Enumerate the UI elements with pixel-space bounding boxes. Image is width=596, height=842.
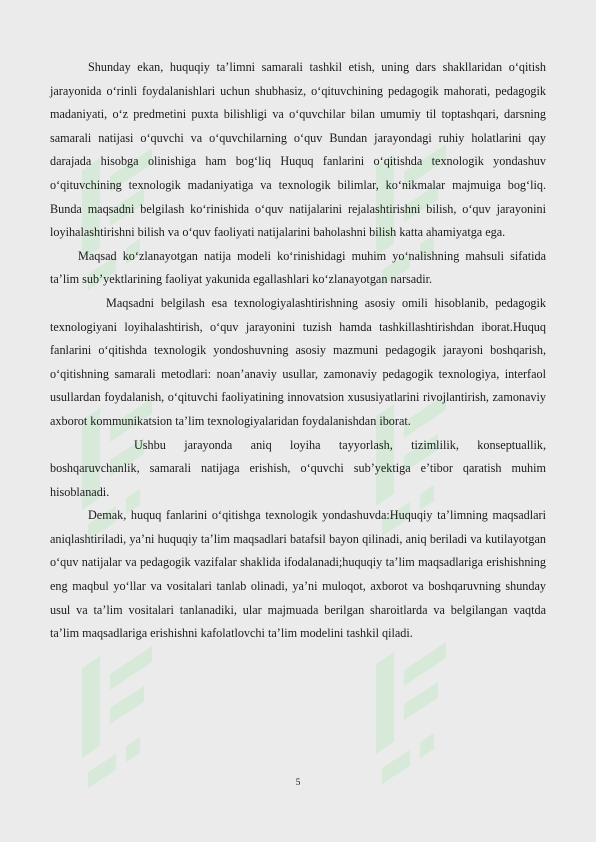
paragraph: Ushbu jarayonda aniq loyiha tayyorlash, tizimlilik, konseptuallik, boshqaruvchanlik, samarali natijaga erishish, o‘quvchi sub’yektiga e’tibor qaratish muhim hisoblanadi. <box>50 437 546 499</box>
paragraph: Maqsad ko‘zlanayotgan natija modeli ko‘rinishidagi muhim yo‘nalishning mahsuli sifatida ta’lim sub’yektlarining faoliyat yakunida egallashlari ko‘zlanayotgan narsadir. <box>50 248 546 287</box>
paragraph: Demak, huquq fanlarini o‘qitishga texnologik yondashuvda:Huquqiy ta’limning maqsadlari aniqlashtiriladi, ya’ni huquqiy ta’lim maqsadlari batafsil bayon qilinadi, aniq beriladi va kutilayotgan o‘quv natijalar va pedagogik vazifalar shaklida ifodalanadi;huquqiy ta’lim maqsadlariga erishishning eng maqbul yo‘llar va vositalari tanlab olinadi, ya’ni muloqot, axborot va boshqaruvning shunday usul va ta’lim vositalari tanlanadiki, ular majmuada berilgan sharoitlarda va belgilangan vaqtda ta’lim maqsadlariga erishishni kafolatlovchi ta’lim modelini tashkil qiladi. <box>50 508 546 641</box>
document-body <box>50 56 546 646</box>
page-number: 5 <box>295 778 301 788</box>
paragraph: Shunday ekan, huquqiy ta’limni samarali tashkil etish, uning dars shakllaridan o‘qitish jarayonida o‘rinli foydalanishlari uchun shubhasiz, o‘qituvchining pedagogik mahorati, pedagogik madaniyati, o‘z predmetini puxta bilishligi va o‘quvchilar bilan umumiy til toptashqari, darsning samarali natijasi o‘quvchi va o‘quvchilarning o‘quv Bundan jarayondagi ruhiy holatlarini qay darajada hisobga olinishiga ham bog‘liq Huquq fanlarini o‘qitishda texnologik yondashuv o‘qituvchining texnologik madaniyatiga va texnologik bilimlar, ko‘nikmalar majmuiga bog‘liq. Bunda maqsadni belgilash ko‘rinishida o‘quv natijalarini rejalashtirishni bilish, o‘quv jarayonini loyihalashtirishni bilish va o‘quv faoliyati natijalarini baholashni bilish katta ahamiyatga ega. <box>50 60 546 240</box>
paragraph: Maqsadni belgilash esa texnologiyalashtirishning asosiy omili hisoblanib, pedagogik texnologiyani loyihalashtirish, o‘quv jarayonini tuzish hamda tashkillashtirishdan iborat.Huquq fanlarini o‘qitishda texnologik yondoshuvning asosiy mazmuni pedagogik jarayoni boshqarish, o‘qitishning samarali metodlari: noan’anaviy usullar, zamonaviy pedagogik texnologiya, interfaol usullardan foydalanish, o‘qituvchi faoliyatining innovatsion xususiyatlarini rivojlantirish, zamonaviy axborot kommunikatsion ta’lim texnologiyalaridan foydalanishdan iborat. <box>50 295 546 428</box>
